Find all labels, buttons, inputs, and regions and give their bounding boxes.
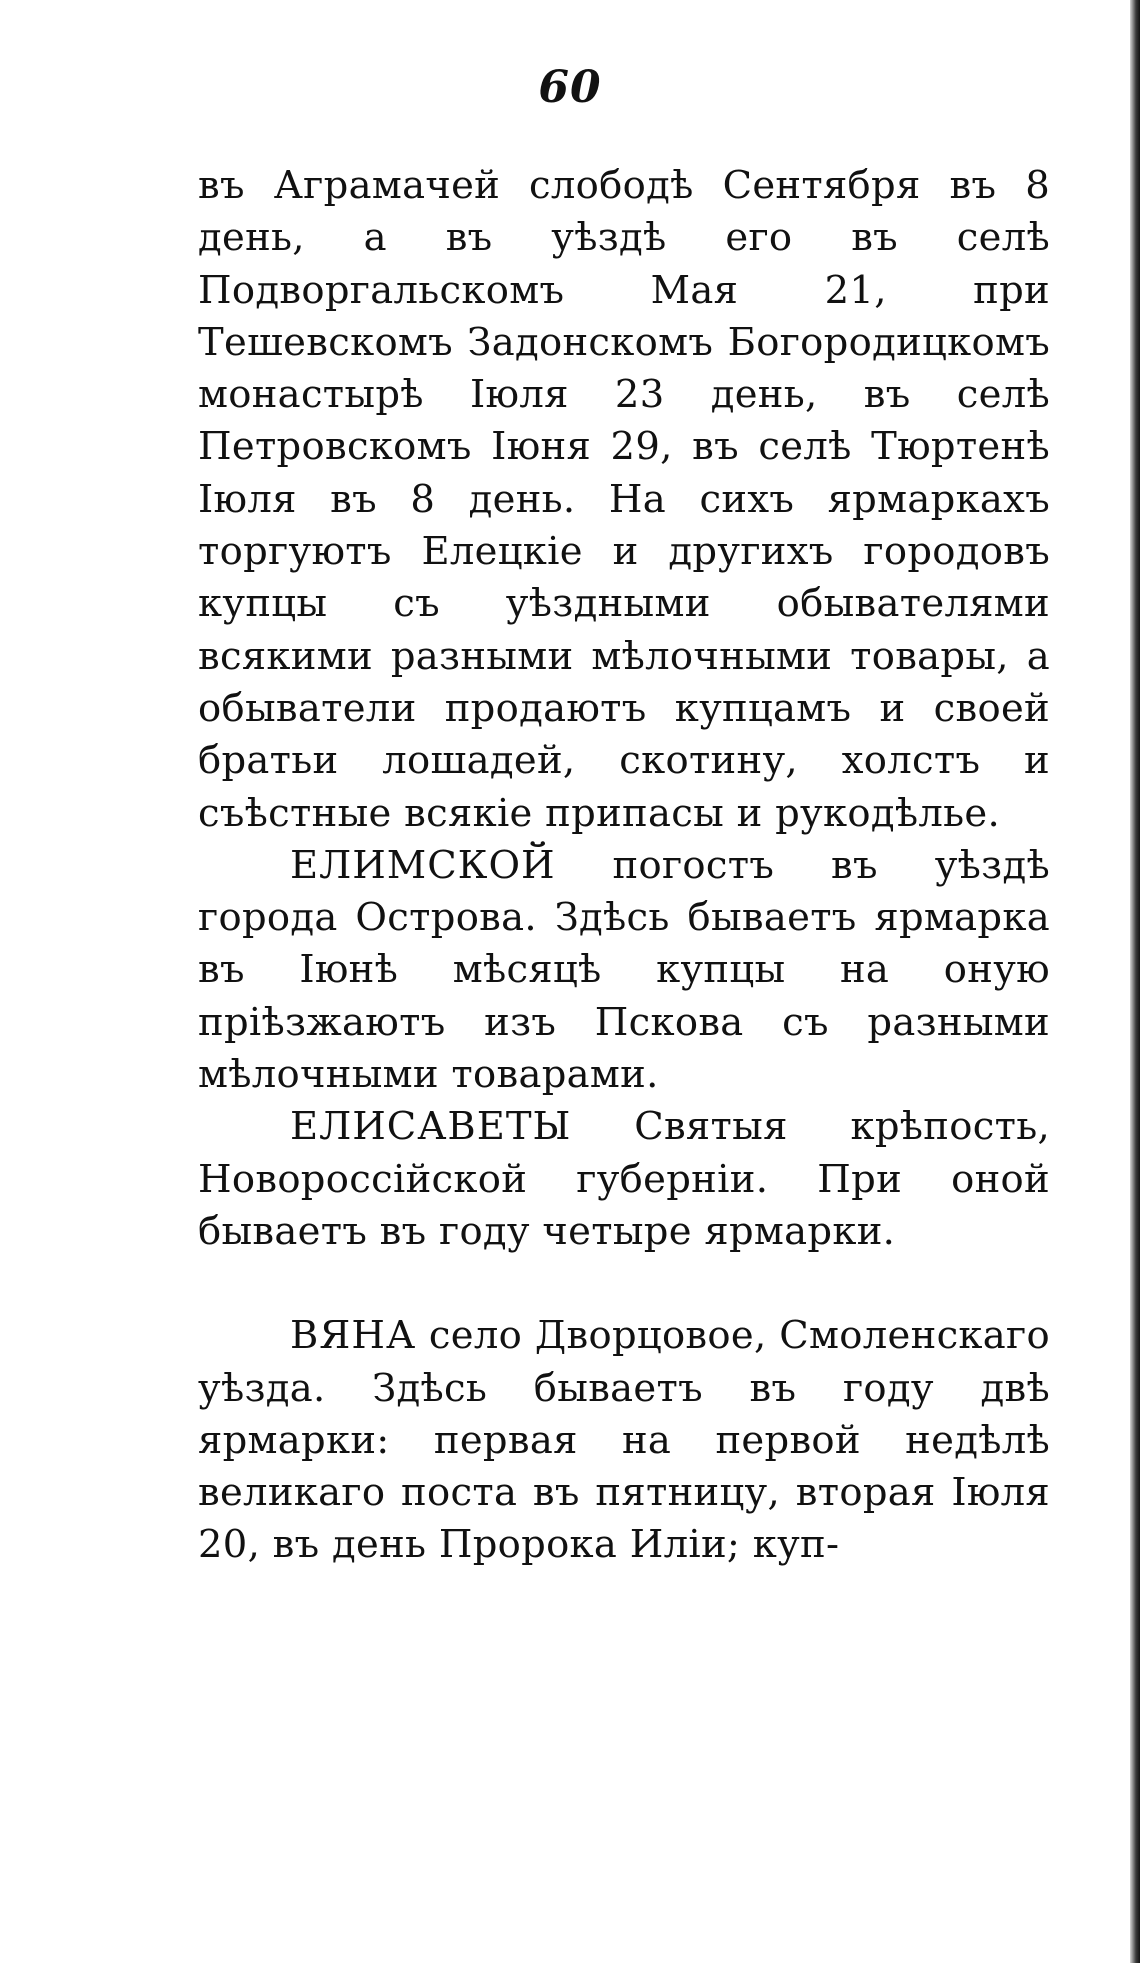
paragraph-text: въ Аграмачей слободѣ Сентября въ 8 день, а въ уѣздѣ его въ селѣ Подворгальскомъ Мая 21, при Тешевскомъ Задонскомъ Богородицкомъ монастырѣ Іюля 23 день, въ селѣ Петровскомъ Іюня 29, въ селѣ Тюртенѣ Іюля въ 8 день. На сихъ ярмаркахъ торгуютъ Елецкіе и другихъ городовъ купцы съ уѣздными обывателями всякими разными мѣлочными товары, а обыватели продаютъ купцамъ и своей братьи лошадей, скотину, холстъ и съѣстные всякіе припасы и рукодѣлье. [198,163,1050,836]
paragraph-text: село Дворцовое, Смоленскаго уѣзда. Здѣсь бываетъ въ году двѣ ярмарки: первая на первой недѣлѣ великаго поста въ пятницу, вторая Іюля 20, въ день Пророка Иліи; куп- [198,1313,1050,1568]
paragraph-lead: ВЯНА [290,1313,417,1359]
paragraph-text: Святыя крѣпость, Новороссійской губерніи. При оной бываетъ въ году четыре ярмарки. [198,1104,1050,1254]
page-number: 60 [538,62,602,113]
page-edge-shadow [1130,0,1140,1963]
body-text [198,160,1050,1572]
paragraph-lead: ЕЛИСАВЕТЫ [290,1104,572,1150]
paragraph-vyana [198,1310,1050,1571]
paragraph-elisavety [198,1101,1050,1258]
paragraph-text: погостъ въ уѣздѣ города Острова. Здѣсь бываетъ ярмарка въ Іюнѣ мѣсяцѣ купцы на оную пріѣзжаютъ изъ Пскова съ разными мѣлочными товарами. [198,842,1050,1098]
paragraph-lead: ЕЛИМСКОЙ [290,842,556,888]
paragraph-elimskoy [198,840,1050,1101]
paragraph-agramachey [198,160,1050,840]
